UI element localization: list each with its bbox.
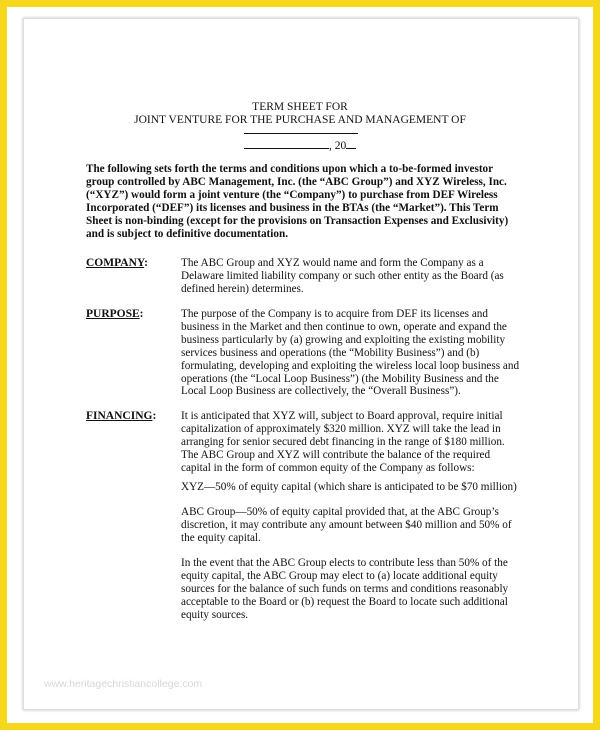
- financing-label-text: FINANCING: [86, 410, 153, 422]
- financing-abc-block: [181, 506, 521, 545]
- purpose-label: [86, 308, 144, 321]
- date-line: [244, 137, 356, 153]
- company-text: The ABC Group and XYZ would name and form the Company as a Delaware limited liability company or such other entity as the Board (as defined herein) determines.: [181, 257, 504, 295]
- intro-paragraph: [86, 163, 516, 242]
- purpose-text: The purpose of the Company is to acquire from DEF its licenses and business in the Market and then continue to own, operate and expand the business particularly by (a) growing and exploiting the existing mobility services business and operations (the “Mobility Business”) and (b) formulating, developing and exploiting the wireless local loop business and operations (the “Local Loop Business”) (the Mobility Business and the Local Loop Business are collectively, the “Overall Business”).: [181, 308, 520, 398]
- financing-para-3: ABC Group—50% of equity capital provided that, at the ABC Group’s discretion, it may contribute any amount between $40 million and 50% of the equity capital.: [181, 506, 512, 544]
- financing-para-1: It is anticipated that XYZ will, subject to Board approval, require initial capitalization of approximately $320 million. XYZ will take the lead in arranging for senior secured debt financing in the range of $180 million. The ABC Group and XYZ will contribute the balance of the required capital in the form of common equity of the Company as follows:: [181, 410, 505, 474]
- year-blank: [346, 137, 356, 149]
- financing-section: [181, 410, 521, 475]
- company-label: [86, 257, 148, 270]
- title-blank-line: [244, 133, 358, 134]
- financing-xyz-block: [181, 481, 521, 494]
- company-section: [181, 257, 521, 296]
- title-line-1: TERM SHEET FOR: [252, 101, 348, 113]
- financing-event-block: [181, 557, 521, 622]
- financing-para-4: In the event that the ABC Group elects to contribute less than 50% of the equity capital, the ABC Group may elect to (a) locate additional equity sources for the balance of such funds on terms and conditions reasonably acceptable to the Board or (b) request the Board to locate such additional equity sources.: [181, 557, 509, 621]
- title-line-2: JOINT VENTURE FOR THE PURCHASE AND MANAGEMENT OF: [134, 114, 466, 126]
- company-label-colon: :: [144, 257, 148, 269]
- intro-text: The following sets forth the terms and conditions upon which a to-be-formed investor group controlled by ABC Management, Inc. (the “ABC Group”) and XYZ Wireless, Inc. (“XYZ”) would form a joint venture (the “Company”) to purchase from DEF Wireless Incorporated (“DEF”) its licenses and business in the BTAs (the “Market”). This Term Sheet is non-binding (except for the provisions on Transaction Expenses and Exclusivity) and is subject to definitive documentation.: [86, 163, 509, 241]
- financing-para-2: XYZ—50% of equity capital (which share is anticipated to be $70 million): [181, 481, 517, 493]
- purpose-label-text: PURPOSE: [86, 308, 140, 320]
- financing-label-colon: :: [152, 410, 157, 422]
- date-blank: [244, 137, 329, 149]
- company-label-text: COMPANY: [86, 257, 145, 269]
- purpose-label-colon: :: [139, 308, 144, 320]
- financing-label: [86, 410, 156, 423]
- site-watermark: www.heritagechristiancollege.com: [44, 678, 203, 690]
- purpose-section: [181, 308, 521, 398]
- date-suffix: , 20: [329, 140, 347, 152]
